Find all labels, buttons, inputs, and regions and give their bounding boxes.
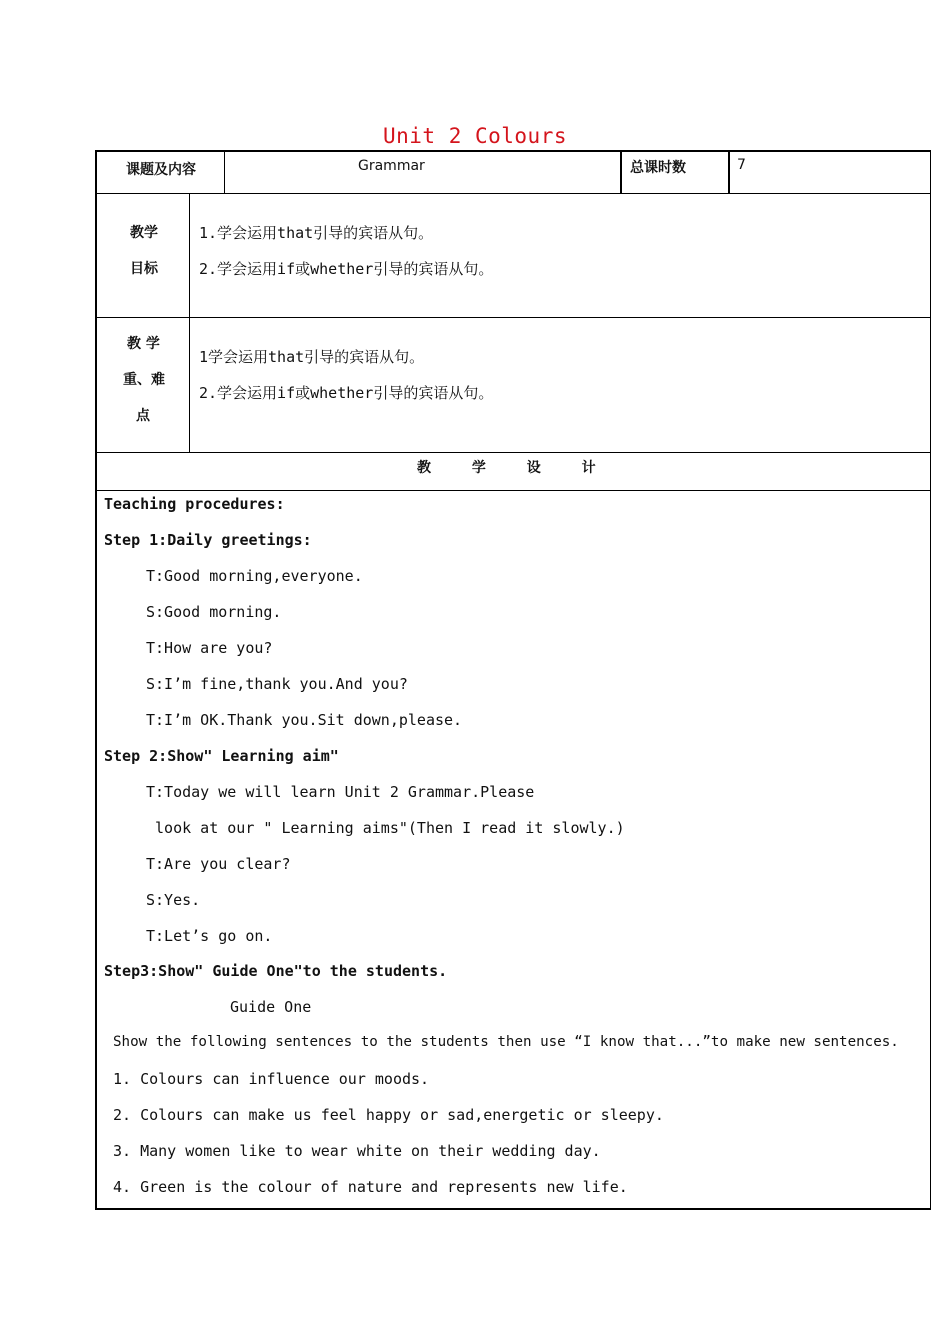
key-point-item: 2.学会运用if或whether引导的宾语从句。 (199, 384, 494, 402)
dialogue-line: S:I’m fine,thank you.And you? (146, 675, 408, 693)
divider (95, 490, 931, 491)
divider (620, 150, 622, 193)
objective-item: 2.学会运用if或whether引导的宾语从句。 (199, 260, 494, 278)
topic-value: Grammar (358, 158, 425, 174)
page-title: Unit 2 Colours (382, 124, 567, 148)
dialogue-line: T:Let’s go on. (146, 927, 273, 945)
divider (95, 317, 931, 318)
step-title: Step 1:Daily greetings: (104, 531, 312, 549)
step-title: Step 2:Show" Learning aim" (104, 747, 339, 765)
dialogue-line: T:Are you clear? (146, 855, 291, 873)
dialogue-line: S:Good morning. (146, 603, 282, 621)
key-points-label: 教 学 (127, 336, 160, 352)
divider (189, 193, 190, 452)
divider (95, 193, 931, 194)
example-sentence: 4. Green is the colour of nature and represents new life. (113, 1178, 628, 1196)
topic-label: 课题及内容 (126, 162, 196, 178)
divider (95, 452, 931, 453)
dialogue-line: T:How are you? (146, 639, 273, 657)
objectives-label: 目标 (130, 261, 158, 277)
guide-title: Guide One (230, 998, 312, 1016)
dialogue-line: S:Yes. (146, 891, 201, 909)
hours-label: 总课时数 (630, 160, 686, 176)
example-sentence: 2. Colours can make us feel happy or sad,energetic or sleepy. (113, 1106, 664, 1124)
design-header: 教 学 设 计 (417, 460, 596, 476)
objectives-label: 教学 (130, 225, 158, 241)
objective-item: 1.学会运用that引导的宾语从句。 (199, 224, 434, 242)
divider (728, 150, 730, 193)
dialogue-line: T:Today we will learn Unit 2 Grammar.Please (146, 783, 535, 801)
key-points-label: 点 (136, 408, 150, 424)
procedures-heading: Teaching procedures: (104, 495, 285, 513)
dialogue-line: T:Good morning,everyone. (146, 567, 363, 585)
key-points-label: 重、难 (123, 372, 165, 388)
divider (224, 150, 225, 193)
hours-value: 7 (737, 157, 746, 173)
dialogue-line: T:I’m OK.Thank you.Sit down,please. (146, 711, 463, 729)
dialogue-line: look at our " Learning aims"(Then I read it slowly.) (146, 819, 625, 837)
example-sentence: 3. Many women like to wear white on their wedding day. (113, 1142, 601, 1160)
step-title: Step3:Show" Guide One"to the students. (104, 962, 448, 980)
example-sentence: 1. Colours can influence our moods. (113, 1070, 430, 1088)
guide-instruction: Show the following sentences to the students then use “I know that...”to make new sentences. (113, 1034, 899, 1050)
key-point-item: 1学会运用that引导的宾语从句。 (199, 348, 425, 366)
